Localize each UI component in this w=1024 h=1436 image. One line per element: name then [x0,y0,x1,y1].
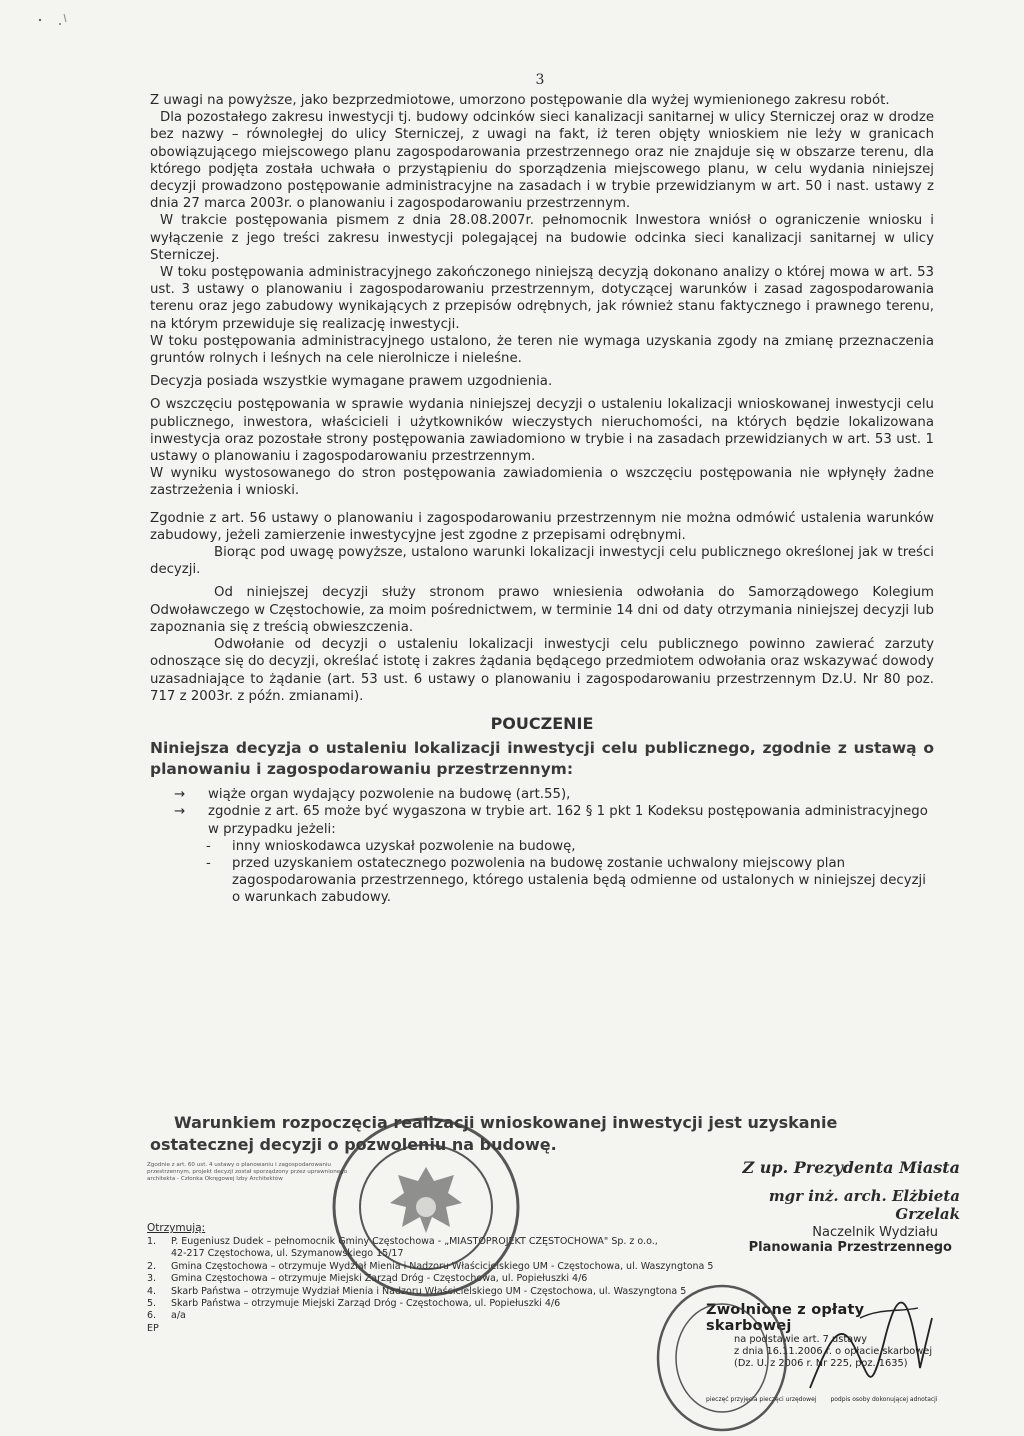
arrow-icon: → [174,804,186,820]
recipients-label: Otrzymują: [147,1222,206,1234]
list-item [206,855,934,907]
item-text: Skarb Państwa – otrzymuje Wydział Mienia i Nadzoru Właścicielskiego UM - Częstochowa, ul. Waszyngtona 5 [171,1285,687,1297]
pouczenie-dash-list [206,838,934,907]
stamp-footer-right: podpis osoby dokonującej adnotacji [830,1396,938,1403]
item-number: 1. [147,1236,157,1247]
list-item [174,786,934,803]
list-item-text: inny wnioskodawca uzyskał pozwolenie na budowę, [232,838,576,854]
stamp-line: z dnia 16.11.2006 r. o opłacie skarbowej [734,1346,933,1357]
dash-marker: - [206,838,211,854]
paragraph: Decyzja posiada wszystkie wymagane prawem uzgodnienia. [150,374,553,390]
pouczenie-title: POUCZENIE [490,713,594,733]
stamp-footer-left: pieczęć przyjęcia pieczęci urzędowej [706,1396,817,1403]
item-text: Gmina Częstochowa – otrzymuje Wydział Mienia i Nadzoru Właścicielskiego UM - Częstochowa, ul. Waszyngtona 5 [171,1260,714,1272]
paragraph: Biorąc pod uwagę powyższe, ustalono warunki lokalizacji inwestycji celu publicznego określonej jak w treści decyzji. [150,545,934,578]
item-text: a/a [171,1310,186,1322]
round-stamp-icon [652,1278,792,1433]
dash-marker: - [206,855,211,871]
pouczenie-arrow-list [174,786,934,838]
item-number: 4. [147,1285,157,1297]
paragraph: W toku postępowania administracyjnego ustalono, że teren nie wymaga uzyskania zgody na zmianę przeznaczenia gruntów rolnych i leśnych na cele nierolnicze i nieleśne. [150,333,934,367]
official-seal-icon [326,1112,526,1302]
list-item [206,838,934,855]
item-number: 2. [147,1260,157,1272]
paragraph: O wszczęciu postępowania w sprawie wydania niniejszej decyzji o ustaleniu lokalizacji wnioskowanej inwestycji celu publicznego, inwestora, właścicieli i użytkowników wieczystych nieruchomości, na których będzie lokalizowana inwestycja oraz pozostałe strony postępowania zawiadomiono w trybie i na zasadach przewidzianych w art. 53 ust. 1 ustawy o planowaniu i zagospodarowaniu przestrzennym. [150,397,934,465]
signature-name: mgr inż. arch. Elżbieta Grzelak [768,1187,960,1223]
stamp-line: (Dz. U. z 2006 r. Nr 225, poz. 1635) [734,1358,908,1369]
paragraph: Odwołanie od decyzji o ustaleniu lokalizacji inwestycji celu publicznego powinno zawierać zarzuty odnoszące się do decyzji, określać istotę i zakres żądania będącego przedmiotem odwołania oraz wskazywać dowody uzasadniające to żądanie (art. 53 ust. 6 ustawy o planowaniu i zagospodarowaniu przestrzennym Dz.U. Nr 80 poz. 717 z 2003r. z późn. zmianami). [150,637,934,704]
paragraph: Z uwagi na powyższe, jako bezprzedmiotowe, umorzono postępowanie dla wyżej wymienionego zakresu robót. [150,93,890,108]
handwritten-signature-icon [800,1278,940,1408]
condition-statement [150,1112,934,1156]
item-text: P. Eugeniusz Dudek – pełnomocnik Gminy Częstochowa - „MIASTOPROJEKT CZĘSTOCHOWA" Sp. z o.o., [171,1236,658,1247]
list-item-text: zgodnie z art. 65 może być wygaszona w trybie art. 162 § 1 pkt 1 Kodeksu postępowania administracyjnego w przypadku jeżeli: [208,804,928,837]
signature-position: Naczelnik Wydziału [812,1225,938,1240]
arrow-icon: → [174,787,186,803]
architect-note: Zgodnie z art. 60 ust. 4 ustawy o planowaniu i zagospodarowaniu przestrzennym, projekt decyzji został sporządzony przez uprawnionego architekta - Członka Okręgowej Izby Architektów [147,1162,348,1182]
item-number: 6. [147,1310,157,1322]
item-number: 5. [147,1298,157,1310]
condition-line: ostatecznej decyzji o pozwoleniu na budowę. [150,1135,557,1154]
item-text: Gmina Częstochowa – otrzymuje Miejski Zarząd Dróg - Częstochowa, ul. Popiełuszki 4/6 [171,1273,588,1285]
paragraph: W wyniku wystosowanego do stron postępowania zawiadomienia o wszczęciu postępowania nie wpłynęły żadne zastrzeżenia i wnioski. [150,466,934,499]
stamp-line: na podstawie art. 7 ustawy [734,1334,867,1345]
page-number: 3 [535,72,545,88]
stamp-title: Zwolnione z opłaty skarbowej [706,1302,865,1334]
decision-body [150,92,934,907]
item-number: 3. [147,1273,157,1285]
item-number: EP [147,1322,159,1334]
item-continuation: 42-217 Częstochowa, ul. Szymanowskiego 15/17 [171,1248,404,1260]
list-item-text: przed uzyskaniem ostatecznego pozwolenia na budowę zostanie uchwalony miejscowy plan zagospodarowania przestrzennego, którego ustalenia będą odmienne od ustalonych w niniejszej decyzji o warunkach zabudowy. [232,855,926,906]
item-text: Skarb Państwa – otrzymuje Miejski Zarząd Dróg - Częstochowa, ul. Popiełuszki 4/6 [171,1298,561,1310]
signature-line: Z up. Prezydenta Miasta [742,1158,960,1177]
list-item [174,803,934,837]
paragraph: Od niniejszej decyzji służy stronom prawo wniesienia odwołania do Samorządowego Kolegium Odwoławczego w Częstochowie, za moim pośrednictwem, w terminie 14 dni od daty otrzymania niniejszej decyzji lub zapoznania się z treścią obwieszczenia. [150,585,934,635]
scan-artifact [34,10,74,28]
paragraph: Zgodnie z art. 56 ustawy o planowaniu i zagospodarowaniu przestrzennym nie można odmówić ustalenia warunków zabudowy, jeżeli zamierzenie inwestycyjne jest zgodne z przepisami odrębnymi. [150,510,934,543]
condition-line: Warunkiem rozpoczęcia realizacji wnioskowanej inwestycji jest uzyskanie [174,1113,838,1132]
list-item-text: wiąże organ wydający pozwolenie na budowę (art.55), [208,787,571,803]
paragraph: W trakcie postępowania pismem z dnia 28.08.2007r. pełnomocnik Inwestora wniósł o ograniczenie wniosku i wyłączenie z jego treści zakresu inwestycji polegającej na budowie odcinka sieci kanalizacji sanitarnej w ulicy Sterniczej. [150,213,934,263]
pouczenie-heading: Niniejsza decyzja o ustaleniu lokalizacji inwestycji celu publicznego, zgodnie z ustawą o planowaniu i zagospodarowaniu przestrzennym: [150,739,934,779]
signature-department: Planowania Przestrzennego [748,1240,952,1255]
paragraph: W toku postępowania administracyjnego zakończonego niniejszą decyzją dokonano analizy o której mowa w art. 53 ust. 3 ustawy o planowaniu i zagospodarowaniu przestrzennym, dotyczącej warunków i zasad zagospodarowania terenu oraz jego zabudowy wynikających z przepisów odrębnych, jak również stanu faktycznego i prawnego terenu, na którym przewiduje się realizację inwestycji. [150,265,934,332]
paragraph: Dla pozostałego zakresu inwestycji tj. budowy odcinków sieci kanalizacji sanitarnej w ulicy Sterniczej oraz w drodze bez nazwy – równoległej do ulicy Sterniczej, z uwagi na fakt, iż teren objęty wnioskiem nie leży w granicach obowiązującego miejscowego planu zagospodarowania przestrzennego oraz nie znajduje się w obszarze terenu, dla którego podjęta została uchwała o przystąpieniu do sporządzenia miejscowego planu, w celu wydania niniejszej decyzji prowadzono postępowanie administracyjne na zasadach i w trybie przewidzianym w art. 50 i nast. ustawy z dnia 27 marca 2003r. o planowaniu i zagospodarowaniu przestrzennym. [150,110,934,212]
